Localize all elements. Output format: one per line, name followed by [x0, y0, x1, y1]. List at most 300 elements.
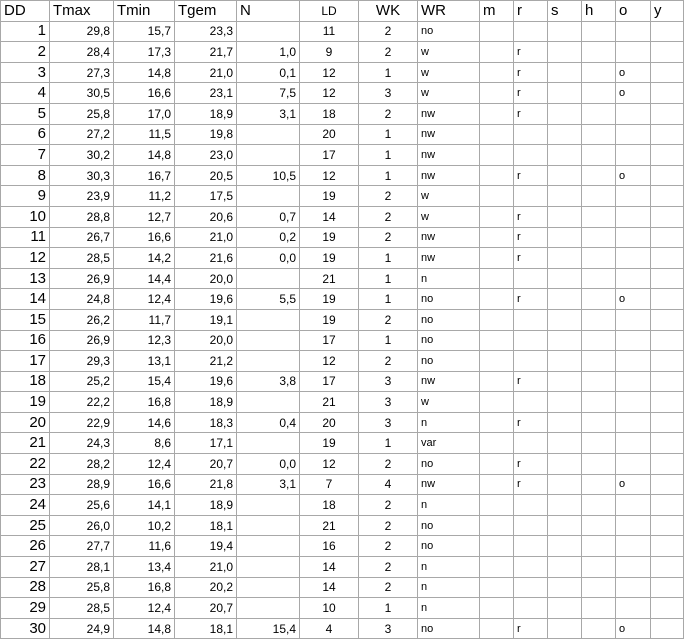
cell-ld[interactable]: 14 — [300, 577, 359, 598]
cell-s[interactable] — [548, 309, 582, 330]
cell-dd[interactable]: 4 — [1, 83, 50, 104]
cell-dd[interactable]: 11 — [1, 227, 50, 248]
cell-dd[interactable]: 7 — [1, 145, 50, 166]
cell-tmax[interactable]: 26,2 — [50, 309, 114, 330]
cell-m[interactable] — [480, 227, 514, 248]
cell-ld[interactable]: 12 — [300, 83, 359, 104]
cell-tgem[interactable]: 20,0 — [175, 330, 237, 351]
cell-tmin[interactable]: 11,6 — [114, 536, 175, 557]
cell-o[interactable]: o — [616, 83, 651, 104]
cell-tgem[interactable]: 18,1 — [175, 515, 237, 536]
cell-y[interactable] — [651, 557, 684, 578]
cell-y[interactable] — [651, 474, 684, 495]
cell-wk[interactable]: 3 — [359, 83, 418, 104]
cell-ld[interactable]: 18 — [300, 495, 359, 516]
cell-tmax[interactable]: 28,2 — [50, 454, 114, 475]
cell-ld[interactable]: 20 — [300, 412, 359, 433]
cell-h[interactable] — [582, 62, 616, 83]
cell-h[interactable] — [582, 289, 616, 310]
cell-tmax[interactable]: 28,9 — [50, 474, 114, 495]
cell-n[interactable]: 10,5 — [237, 165, 300, 186]
cell-h[interactable] — [582, 206, 616, 227]
cell-tmax[interactable]: 23,9 — [50, 186, 114, 207]
cell-o[interactable]: o — [616, 474, 651, 495]
cell-y[interactable] — [651, 186, 684, 207]
cell-y[interactable] — [651, 371, 684, 392]
cell-h[interactable] — [582, 268, 616, 289]
cell-wr[interactable]: n — [418, 412, 480, 433]
cell-h[interactable] — [582, 42, 616, 63]
cell-n[interactable] — [237, 330, 300, 351]
header-wk[interactable]: WK — [359, 1, 418, 22]
cell-tmax[interactable]: 24,9 — [50, 618, 114, 639]
cell-wk[interactable]: 2 — [359, 495, 418, 516]
cell-tmax[interactable]: 26,7 — [50, 227, 114, 248]
cell-wk[interactable]: 2 — [359, 536, 418, 557]
cell-tgem[interactable]: 17,1 — [175, 433, 237, 454]
cell-wk[interactable]: 1 — [359, 248, 418, 269]
cell-dd[interactable]: 3 — [1, 62, 50, 83]
cell-tmax[interactable]: 26,0 — [50, 515, 114, 536]
cell-dd[interactable]: 29 — [1, 598, 50, 619]
cell-o[interactable]: o — [616, 165, 651, 186]
cell-h[interactable] — [582, 474, 616, 495]
cell-y[interactable] — [651, 103, 684, 124]
cell-tmin[interactable]: 15,4 — [114, 371, 175, 392]
cell-wr[interactable]: w — [418, 392, 480, 413]
cell-dd[interactable]: 24 — [1, 495, 50, 516]
cell-n[interactable]: 0,2 — [237, 227, 300, 248]
cell-wr[interactable]: w — [418, 83, 480, 104]
cell-o[interactable] — [616, 248, 651, 269]
cell-o[interactable] — [616, 433, 651, 454]
cell-wr[interactable]: no — [418, 21, 480, 42]
cell-o[interactable] — [616, 351, 651, 372]
cell-wk[interactable]: 2 — [359, 42, 418, 63]
cell-s[interactable] — [548, 206, 582, 227]
cell-wk[interactable]: 3 — [359, 412, 418, 433]
cell-h[interactable] — [582, 83, 616, 104]
cell-tgem[interactable]: 19,6 — [175, 371, 237, 392]
cell-h[interactable] — [582, 145, 616, 166]
cell-n[interactable] — [237, 268, 300, 289]
cell-r[interactable]: r — [514, 227, 548, 248]
cell-r[interactable] — [514, 392, 548, 413]
cell-tmin[interactable]: 13,1 — [114, 351, 175, 372]
cell-ld[interactable]: 12 — [300, 165, 359, 186]
header-ld[interactable]: LD — [300, 1, 359, 22]
cell-wr[interactable]: n — [418, 557, 480, 578]
cell-tmin[interactable]: 14,8 — [114, 62, 175, 83]
cell-m[interactable] — [480, 42, 514, 63]
cell-dd[interactable]: 22 — [1, 454, 50, 475]
cell-tmin[interactable]: 16,6 — [114, 227, 175, 248]
cell-tgem[interactable]: 17,5 — [175, 186, 237, 207]
cell-m[interactable] — [480, 103, 514, 124]
cell-o[interactable]: o — [616, 618, 651, 639]
cell-n[interactable] — [237, 433, 300, 454]
cell-tmax[interactable]: 22,9 — [50, 412, 114, 433]
cell-o[interactable] — [616, 206, 651, 227]
cell-r[interactable] — [514, 557, 548, 578]
cell-tgem[interactable]: 18,9 — [175, 392, 237, 413]
cell-tmax[interactable]: 28,5 — [50, 248, 114, 269]
cell-y[interactable] — [651, 206, 684, 227]
cell-dd[interactable]: 2 — [1, 42, 50, 63]
cell-n[interactable]: 0,7 — [237, 206, 300, 227]
cell-dd[interactable]: 15 — [1, 309, 50, 330]
cell-h[interactable] — [582, 618, 616, 639]
cell-o[interactable] — [616, 454, 651, 475]
cell-tmin[interactable]: 10,2 — [114, 515, 175, 536]
cell-n[interactable] — [237, 598, 300, 619]
cell-tmin[interactable]: 16,7 — [114, 165, 175, 186]
cell-r[interactable] — [514, 351, 548, 372]
cell-ld[interactable]: 12 — [300, 62, 359, 83]
cell-m[interactable] — [480, 371, 514, 392]
cell-ld[interactable]: 21 — [300, 515, 359, 536]
cell-tmax[interactable]: 24,8 — [50, 289, 114, 310]
cell-tgem[interactable]: 21,0 — [175, 62, 237, 83]
cell-n[interactable]: 3,1 — [237, 103, 300, 124]
cell-o[interactable] — [616, 186, 651, 207]
cell-tmax[interactable]: 28,5 — [50, 598, 114, 619]
cell-s[interactable] — [548, 83, 582, 104]
cell-wk[interactable]: 3 — [359, 618, 418, 639]
cell-s[interactable] — [548, 165, 582, 186]
cell-o[interactable]: o — [616, 62, 651, 83]
cell-s[interactable] — [548, 186, 582, 207]
cell-y[interactable] — [651, 392, 684, 413]
cell-o[interactable] — [616, 515, 651, 536]
cell-n[interactable] — [237, 124, 300, 145]
cell-tmax[interactable]: 25,8 — [50, 103, 114, 124]
cell-tmax[interactable]: 30,5 — [50, 83, 114, 104]
cell-s[interactable] — [548, 103, 582, 124]
cell-wr[interactable]: nw — [418, 371, 480, 392]
cell-tmax[interactable]: 30,2 — [50, 145, 114, 166]
cell-tmin[interactable]: 16,8 — [114, 392, 175, 413]
header-r[interactable]: r — [514, 1, 548, 22]
cell-tmax[interactable]: 28,8 — [50, 206, 114, 227]
cell-tgem[interactable]: 19,8 — [175, 124, 237, 145]
cell-n[interactable] — [237, 186, 300, 207]
cell-y[interactable] — [651, 330, 684, 351]
cell-o[interactable] — [616, 309, 651, 330]
cell-wk[interactable]: 2 — [359, 515, 418, 536]
cell-tgem[interactable]: 21,8 — [175, 474, 237, 495]
cell-ld[interactable]: 9 — [300, 42, 359, 63]
cell-y[interactable] — [651, 412, 684, 433]
cell-wk[interactable]: 4 — [359, 474, 418, 495]
cell-tgem[interactable]: 21,7 — [175, 42, 237, 63]
cell-tmin[interactable]: 15,7 — [114, 21, 175, 42]
cell-m[interactable] — [480, 577, 514, 598]
cell-s[interactable] — [548, 577, 582, 598]
cell-wr[interactable]: n — [418, 577, 480, 598]
cell-s[interactable] — [548, 618, 582, 639]
cell-o[interactable] — [616, 495, 651, 516]
cell-tmax[interactable]: 29,8 — [50, 21, 114, 42]
cell-tmin[interactable]: 12,7 — [114, 206, 175, 227]
cell-wr[interactable]: var — [418, 433, 480, 454]
cell-ld[interactable]: 19 — [300, 248, 359, 269]
cell-r[interactable] — [514, 186, 548, 207]
cell-n[interactable] — [237, 351, 300, 372]
cell-dd[interactable]: 28 — [1, 577, 50, 598]
cell-s[interactable] — [548, 392, 582, 413]
cell-y[interactable] — [651, 289, 684, 310]
cell-tmax[interactable]: 25,2 — [50, 371, 114, 392]
cell-m[interactable] — [480, 83, 514, 104]
cell-o[interactable] — [616, 227, 651, 248]
cell-wr[interactable]: w — [418, 206, 480, 227]
cell-h[interactable] — [582, 371, 616, 392]
cell-ld[interactable]: 19 — [300, 186, 359, 207]
cell-n[interactable]: 0,4 — [237, 412, 300, 433]
cell-m[interactable] — [480, 268, 514, 289]
cell-m[interactable] — [480, 62, 514, 83]
cell-dd[interactable]: 26 — [1, 536, 50, 557]
cell-tmin[interactable]: 14,8 — [114, 145, 175, 166]
cell-ld[interactable]: 16 — [300, 536, 359, 557]
cell-wr[interactable]: n — [418, 495, 480, 516]
cell-o[interactable] — [616, 536, 651, 557]
cell-s[interactable] — [548, 495, 582, 516]
cell-dd[interactable]: 9 — [1, 186, 50, 207]
cell-m[interactable] — [480, 21, 514, 42]
cell-dd[interactable]: 21 — [1, 433, 50, 454]
cell-s[interactable] — [548, 21, 582, 42]
cell-dd[interactable]: 5 — [1, 103, 50, 124]
cell-wk[interactable]: 3 — [359, 392, 418, 413]
cell-wr[interactable]: nw — [418, 474, 480, 495]
cell-s[interactable] — [548, 289, 582, 310]
cell-tmax[interactable]: 25,6 — [50, 495, 114, 516]
cell-ld[interactable]: 10 — [300, 598, 359, 619]
cell-n[interactable] — [237, 309, 300, 330]
cell-wr[interactable]: w — [418, 186, 480, 207]
cell-r[interactable]: r — [514, 474, 548, 495]
cell-r[interactable]: r — [514, 165, 548, 186]
cell-o[interactable] — [616, 412, 651, 433]
cell-tmin[interactable]: 17,3 — [114, 42, 175, 63]
cell-tmin[interactable]: 11,2 — [114, 186, 175, 207]
cell-o[interactable] — [616, 577, 651, 598]
header-h[interactable]: h — [582, 1, 616, 22]
cell-n[interactable] — [237, 495, 300, 516]
cell-r[interactable] — [514, 495, 548, 516]
cell-n[interactable]: 7,5 — [237, 83, 300, 104]
cell-tmax[interactable]: 26,9 — [50, 268, 114, 289]
cell-ld[interactable]: 19 — [300, 289, 359, 310]
cell-y[interactable] — [651, 515, 684, 536]
cell-h[interactable] — [582, 309, 616, 330]
cell-r[interactable]: r — [514, 62, 548, 83]
cell-wr[interactable]: nw — [418, 145, 480, 166]
cell-wk[interactable]: 2 — [359, 206, 418, 227]
cell-m[interactable] — [480, 536, 514, 557]
cell-m[interactable] — [480, 186, 514, 207]
cell-m[interactable] — [480, 124, 514, 145]
cell-m[interactable] — [480, 248, 514, 269]
cell-wr[interactable]: no — [418, 536, 480, 557]
cell-tmin[interactable]: 11,5 — [114, 124, 175, 145]
cell-wr[interactable]: no — [418, 351, 480, 372]
cell-n[interactable] — [237, 515, 300, 536]
cell-n[interactable]: 0,1 — [237, 62, 300, 83]
cell-wk[interactable]: 1 — [359, 165, 418, 186]
cell-wr[interactable]: n — [418, 268, 480, 289]
cell-y[interactable] — [651, 248, 684, 269]
cell-s[interactable] — [548, 145, 582, 166]
cell-ld[interactable]: 17 — [300, 145, 359, 166]
cell-tmax[interactable]: 28,1 — [50, 557, 114, 578]
cell-h[interactable] — [582, 454, 616, 475]
cell-m[interactable] — [480, 618, 514, 639]
cell-o[interactable] — [616, 21, 651, 42]
cell-wr[interactable]: no — [418, 515, 480, 536]
cell-wr[interactable]: nw — [418, 165, 480, 186]
cell-tgem[interactable]: 19,4 — [175, 536, 237, 557]
header-tgem[interactable]: Tgem — [175, 1, 237, 22]
cell-tgem[interactable]: 20,7 — [175, 598, 237, 619]
cell-y[interactable] — [651, 598, 684, 619]
cell-tmin[interactable]: 12,4 — [114, 598, 175, 619]
cell-wr[interactable]: nw — [418, 248, 480, 269]
cell-tmin[interactable]: 16,6 — [114, 83, 175, 104]
cell-tmin[interactable]: 12,4 — [114, 454, 175, 475]
cell-h[interactable] — [582, 227, 616, 248]
cell-ld[interactable]: 4 — [300, 618, 359, 639]
cell-n[interactable] — [237, 557, 300, 578]
cell-o[interactable] — [616, 268, 651, 289]
cell-s[interactable] — [548, 248, 582, 269]
cell-wr[interactable]: nw — [418, 227, 480, 248]
cell-dd[interactable]: 8 — [1, 165, 50, 186]
cell-tgem[interactable]: 18,3 — [175, 412, 237, 433]
cell-ld[interactable]: 19 — [300, 309, 359, 330]
cell-tgem[interactable]: 18,1 — [175, 618, 237, 639]
cell-h[interactable] — [582, 351, 616, 372]
cell-m[interactable] — [480, 351, 514, 372]
cell-wk[interactable]: 1 — [359, 145, 418, 166]
cell-tmin[interactable]: 14,2 — [114, 248, 175, 269]
cell-o[interactable] — [616, 557, 651, 578]
cell-tmax[interactable]: 25,8 — [50, 577, 114, 598]
cell-h[interactable] — [582, 557, 616, 578]
cell-ld[interactable]: 20 — [300, 124, 359, 145]
cell-m[interactable] — [480, 289, 514, 310]
cell-tmax[interactable]: 22,2 — [50, 392, 114, 413]
cell-h[interactable] — [582, 412, 616, 433]
cell-y[interactable] — [651, 495, 684, 516]
cell-ld[interactable]: 14 — [300, 557, 359, 578]
cell-dd[interactable]: 23 — [1, 474, 50, 495]
cell-tgem[interactable]: 19,6 — [175, 289, 237, 310]
cell-s[interactable] — [548, 227, 582, 248]
cell-wk[interactable]: 2 — [359, 557, 418, 578]
header-y[interactable]: y — [651, 1, 684, 22]
cell-dd[interactable]: 27 — [1, 557, 50, 578]
header-dd[interactable]: DD — [1, 1, 50, 22]
cell-tmax[interactable]: 29,3 — [50, 351, 114, 372]
cell-wk[interactable]: 2 — [359, 103, 418, 124]
cell-tmin[interactable]: 14,1 — [114, 495, 175, 516]
cell-y[interactable] — [651, 227, 684, 248]
cell-dd[interactable]: 25 — [1, 515, 50, 536]
cell-s[interactable] — [548, 268, 582, 289]
cell-s[interactable] — [548, 454, 582, 475]
header-tmin[interactable]: Tmin — [114, 1, 175, 22]
cell-wr[interactable]: no — [418, 330, 480, 351]
cell-n[interactable] — [237, 145, 300, 166]
cell-m[interactable] — [480, 330, 514, 351]
cell-r[interactable]: r — [514, 248, 548, 269]
cell-tgem[interactable]: 20,0 — [175, 268, 237, 289]
cell-wk[interactable]: 1 — [359, 62, 418, 83]
cell-n[interactable]: 3,1 — [237, 474, 300, 495]
cell-tgem[interactable]: 18,9 — [175, 103, 237, 124]
cell-tmin[interactable]: 14,4 — [114, 268, 175, 289]
cell-r[interactable]: r — [514, 371, 548, 392]
cell-dd[interactable]: 30 — [1, 618, 50, 639]
cell-n[interactable] — [237, 21, 300, 42]
cell-n[interactable]: 1,0 — [237, 42, 300, 63]
cell-wk[interactable]: 2 — [359, 227, 418, 248]
cell-tmax[interactable]: 26,9 — [50, 330, 114, 351]
cell-h[interactable] — [582, 598, 616, 619]
cell-tmax[interactable]: 27,2 — [50, 124, 114, 145]
cell-tmin[interactable]: 14,8 — [114, 618, 175, 639]
cell-dd[interactable]: 12 — [1, 248, 50, 269]
cell-m[interactable] — [480, 515, 514, 536]
cell-tgem[interactable]: 20,2 — [175, 577, 237, 598]
cell-h[interactable] — [582, 433, 616, 454]
cell-m[interactable] — [480, 495, 514, 516]
cell-tgem[interactable]: 21,6 — [175, 248, 237, 269]
cell-r[interactable]: r — [514, 618, 548, 639]
cell-tmax[interactable]: 27,7 — [50, 536, 114, 557]
cell-r[interactable]: r — [514, 206, 548, 227]
cell-s[interactable] — [548, 42, 582, 63]
cell-tmin[interactable]: 16,8 — [114, 577, 175, 598]
cell-r[interactable] — [514, 433, 548, 454]
cell-r[interactable] — [514, 268, 548, 289]
header-n[interactable]: N — [237, 1, 300, 22]
cell-m[interactable] — [480, 557, 514, 578]
cell-h[interactable] — [582, 392, 616, 413]
cell-h[interactable] — [582, 577, 616, 598]
cell-wk[interactable]: 1 — [359, 330, 418, 351]
cell-y[interactable] — [651, 309, 684, 330]
cell-wr[interactable]: no — [418, 618, 480, 639]
cell-o[interactable] — [616, 598, 651, 619]
cell-o[interactable] — [616, 124, 651, 145]
cell-tmin[interactable]: 11,7 — [114, 309, 175, 330]
cell-o[interactable] — [616, 371, 651, 392]
cell-tmin[interactable]: 8,6 — [114, 433, 175, 454]
cell-dd[interactable]: 19 — [1, 392, 50, 413]
cell-r[interactable] — [514, 515, 548, 536]
cell-y[interactable] — [651, 618, 684, 639]
cell-r[interactable]: r — [514, 454, 548, 475]
cell-n[interactable]: 15,4 — [237, 618, 300, 639]
cell-tgem[interactable]: 23,1 — [175, 83, 237, 104]
cell-r[interactable] — [514, 21, 548, 42]
header-wr[interactable]: WR — [418, 1, 480, 22]
cell-tgem[interactable]: 23,3 — [175, 21, 237, 42]
